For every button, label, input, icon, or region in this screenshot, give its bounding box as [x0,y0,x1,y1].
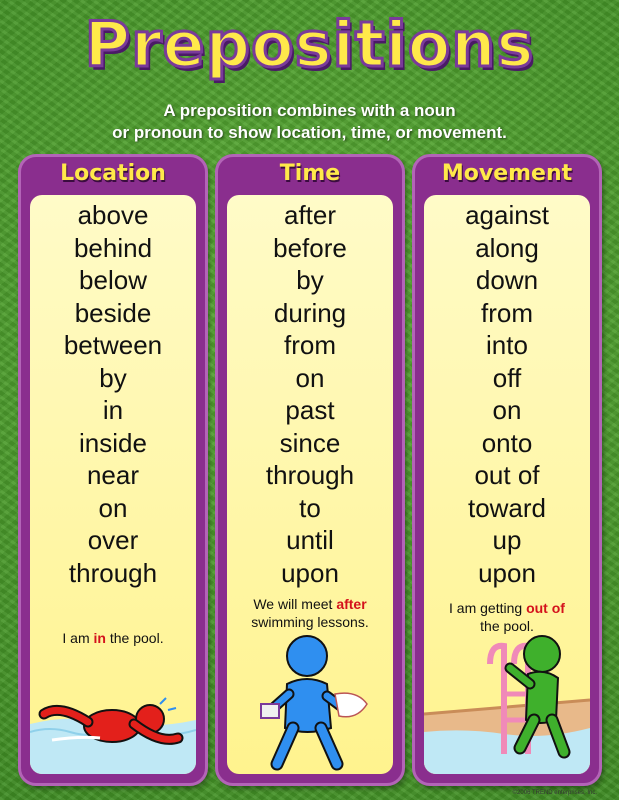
location-heading: Location [60,161,166,186]
movement-example: I am getting out of the pool. [449,600,565,634]
list-item: up [492,525,522,555]
list-item: since [279,427,341,458]
list-item: down [475,265,539,295]
time-column [215,154,405,786]
location-column [18,154,208,786]
list-item: along [475,232,539,263]
list-item: by [296,265,324,295]
subtitle-line-1: A preposition combines with a noun [163,101,456,120]
list-item: through [68,557,158,588]
list-item: by [99,362,127,393]
list-item: to [299,492,321,523]
time-example: We will meet after swimming lessons. [251,596,369,630]
time-word-list [227,199,393,589]
movement-panel [424,195,590,774]
list-item: below [79,265,147,295]
list-item: until [286,525,334,555]
list-item: through [265,460,355,490]
list-item: between [63,330,163,360]
copyright-text: ©2006 TREND enterprises, Inc. [512,790,597,796]
list-item: on [492,395,522,425]
list-item: beside [74,297,152,328]
list-item: inside [79,427,147,458]
page-title: Prepositions [84,8,535,81]
climber-on-ladder-icon [424,624,590,774]
location-word-list [30,199,196,589]
time-panel [227,195,393,774]
list-item: out of [474,460,540,490]
subtitle [0,100,619,144]
location-example: I am in the pool. [62,630,164,646]
list-item: over [87,525,139,555]
list-item: onto [481,427,533,458]
subtitle-line-2: or pronoun to show location, time, or movement. [112,123,507,142]
list-item: into [486,330,528,360]
list-item: upon [281,557,339,588]
list-item: upon [478,557,536,588]
example-highlight: out of [526,600,565,616]
movement-word-list [424,199,590,589]
list-item: from [284,330,336,360]
example-highlight: after [336,596,367,612]
list-item: behind [73,232,153,263]
list-item: off [492,362,522,393]
swimmer-icon [30,664,196,774]
list-item: on [98,492,128,523]
list-item: near [86,460,140,490]
list-item: past [285,395,335,425]
list-item: during [273,297,347,328]
walker-with-towel-icon [227,624,393,774]
movement-heading: Movement [441,161,573,186]
list-item: after [283,200,337,230]
example-highlight: in [93,630,106,646]
movement-column [412,154,602,786]
list-item: in [102,395,124,425]
list-item: on [295,362,325,393]
time-heading: Time [279,161,341,186]
list-item: before [273,232,347,263]
list-item: from [481,297,533,328]
list-item: toward [467,492,547,523]
list-item: against [465,200,549,230]
location-panel [30,195,196,774]
list-item: above [77,200,149,230]
